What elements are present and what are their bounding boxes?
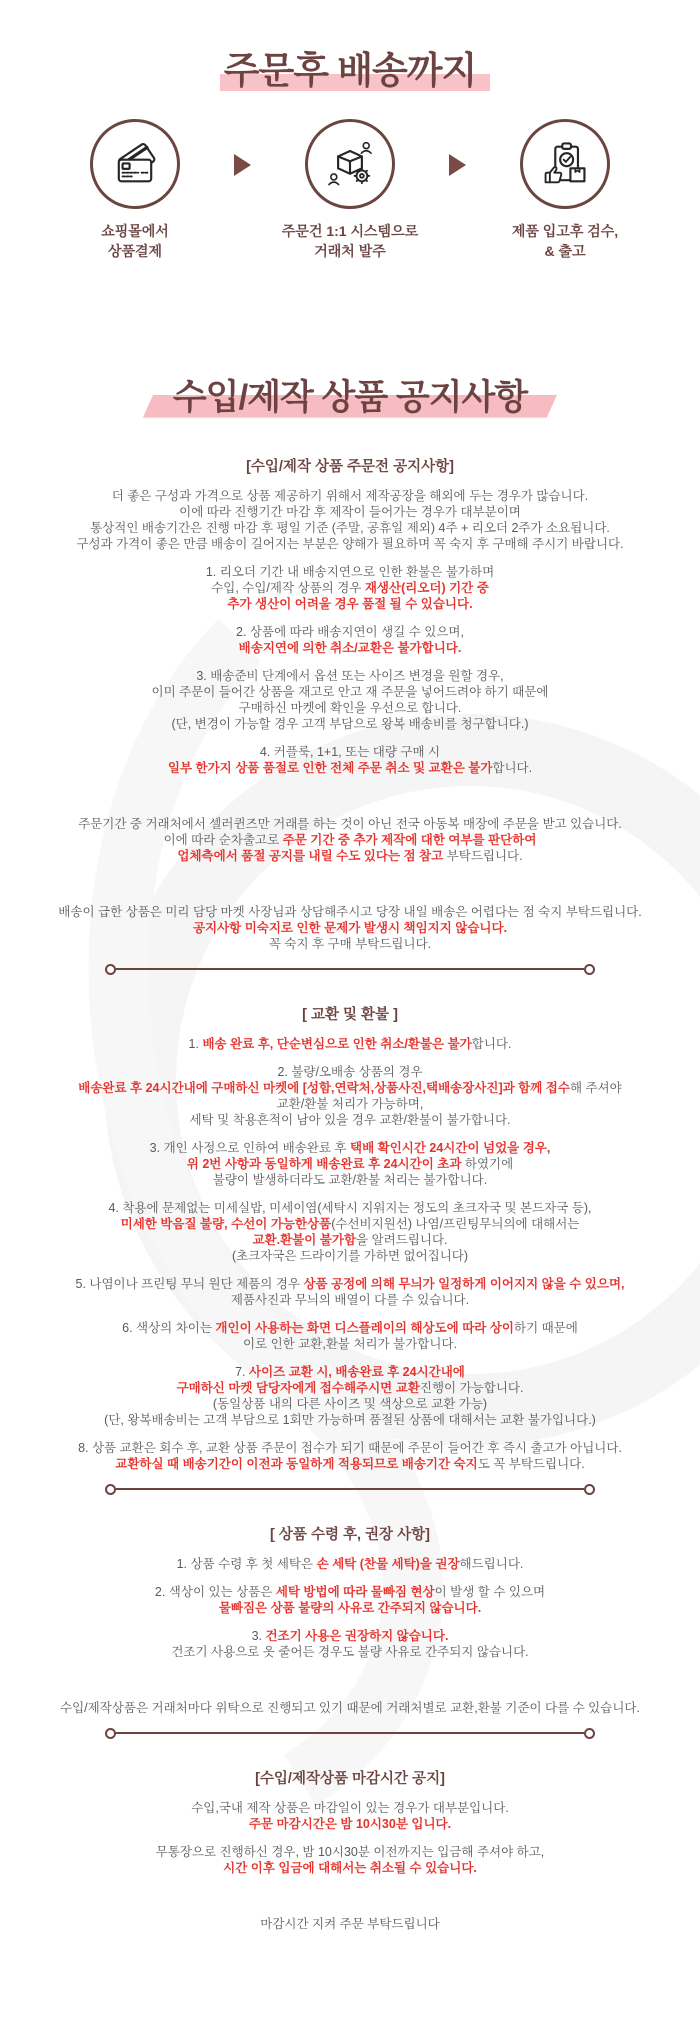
step-label-line: 주문건 1:1 시스템으로 [281,223,419,239]
divider-endpoint-dot [584,1728,595,1739]
section-divider [105,1484,595,1495]
step-label-line: 제품 입고후 검수, [511,223,619,239]
notice-line: 수입, 수입/제작 상품의 경우 재생산(리오더) 기간 중 [211,580,489,595]
notice-paragraph [0,1916,700,1932]
section-header: [수입/제작 상품 주문전 공지사항] [246,458,454,475]
divider-endpoint-dot [105,964,116,975]
notice-line: 꼭 숙지 후 구매 부탁드립니다. [268,936,432,951]
notice-blocks [0,455,700,2002]
step-label-line: & 출고 [544,243,586,260]
divider-rule [116,1488,584,1490]
step-circle [90,119,180,209]
notice-line: 물빠짐은 상품 불량의 사유로 간주되지 않습니다. [218,1600,482,1615]
notice-title [172,377,528,417]
notice-line: 불량이 발생하더라도 교환/환불 처리는 불가합니다. [212,1172,488,1187]
notice-paragraph [0,1700,700,1716]
divider-endpoint-dot [105,1484,116,1495]
notice-line: 2. 색상이 있는 상품은 세탁 방법에 따라 물빠짐 현상이 발생 할 수 있으며 [154,1584,546,1599]
notice-line: 3. 건조기 사용은 권장하지 않습니다. [251,1628,449,1643]
notice-line: 7. 사이즈 교환 시, 배송완료 후 24시간내에 [235,1364,465,1379]
notice-line: 수입,국내 제작 상품은 마감일이 있는 경우가 대부분입니다. [191,1800,509,1815]
notice-line: 배송이 급한 상품은 미리 담당 마켓 사장님과 상담해주시고 당장 내일 배송은 어렵다는 점 숙지 부탁드립니다. [58,904,642,919]
notice-line: 제품사진과 무늬의 배열이 다를 수 있습니다. [230,1292,470,1307]
notice-paragraph [0,1844,700,1876]
notice-line: 교환/환불 처리가 가능하며, [276,1096,424,1111]
step-inspection-shipping [476,119,654,262]
step-label-line: 상품결제 [107,243,163,260]
divider-rule [116,1732,584,1734]
notice-line: (동일상품 내의 다른 사이즈 및 색상으로 교환 가능) [212,1396,488,1411]
notice-paragraph [0,1800,700,1832]
notice-line: 주문기간 중 거래처에서 셀러퀸즈만 거래를 하는 것이 아닌 전국 아동복 매장에 주문을 받고 있습니다. [78,816,622,831]
notice-line: 5. 나염이나 프린팅 무늬 원단 제품의 경우 상품 공정에 의해 무늬가 일정하게 이어지지 않을 수 있으며, [75,1276,625,1291]
arrow-right-icon [234,154,251,176]
section-divider [105,1728,595,1739]
notice-line: 2. 불량/오배송 상품의 경우 [277,1064,423,1079]
notice-paragraph [0,1140,700,1188]
divider-endpoint-dot [584,1484,595,1495]
hero-title [224,52,476,89]
notice-line: 배송완료 후 24시간내에 구매하신 마켓에 [성함,연락처,상품사진,택배송장사진]과 함께 접수해 주셔야 [78,1080,622,1095]
notice-paragraph [0,624,700,656]
step-label-line: 거래처 발주 [314,243,386,260]
spacer [0,1672,700,1688]
notice-line: 구성과 가격이 좋은 만큼 배송이 길어지는 부분은 양해가 필요하며 꼭 숙지 후 구매해 주시기 바랍니다. [76,536,624,551]
order-system-icon [323,137,377,191]
notice-paragraph [0,1628,700,1660]
notice-line: 통상적인 배송기간은 진행 마감 후 평일 기준 (주말, 공휴일 제외) 4주 + 리오더 2주가 소요됩니다. [90,520,610,535]
notice-line: 1. 리오더 기간 내 배송지연으로 인한 환불은 불가하며 [205,564,495,579]
notice-line: 교환하실 때 배송기간이 이전과 동일하게 적용되므로 배송기간 숙지도 꼭 부탁드립니다. [115,1456,585,1471]
notice-line: 구매하신 마켓 담당자에게 접수해주시면 교환진행이 가능합니다. [176,1380,524,1395]
notice-line: 8. 상품 교환은 회수 후, 교환 상품 주문이 접수가 되기 때문에 주문이 들어간 후 즉시 출고가 아닙니다. [78,1440,622,1455]
order-process-steps [0,119,700,262]
notice-paragraph [0,564,700,612]
notice-line: 시간 이후 입금에 대해서는 취소될 수 있습니다. [223,1860,477,1875]
section-header: [수입/제작상품 마감시간 공지] [255,1770,445,1787]
notice-line: 일부 한가지 상품 품절로 인한 전체 주문 취소 및 교환은 불가합니다. [167,760,533,775]
step-label [46,221,224,262]
notice-line: 교환.환불이 불가함을 알려드립니다. [252,1232,448,1247]
notice-line: 더 좋은 구성과 가격으로 상품 제공하기 위해서 제작공장을 해외에 두는 경우가 많습니다. [111,488,589,503]
notice-paragraph [0,1036,700,1052]
credit-card-icon [108,137,162,191]
section-header: [ 상품 수령 후, 권장 사항] [270,1526,430,1543]
notice-paragraph [0,1200,700,1264]
step-circle [305,119,395,209]
divider-rule [116,968,584,970]
notice-paragraph [0,816,700,864]
notice-line: 이미 주문이 들어간 상품을 재고로 안고 재 주문을 넣어드려야 하기 때문에 [151,684,549,699]
notice-line: 추가 생산이 어려울 경우 품절 될 수 있습니다. [227,596,473,611]
notice-paragraph [0,1276,700,1308]
notice-line: 1. 상품 수령 후 첫 세탁은 손 세탁 (찬물 세탁)을 권장해드립니다. [176,1556,524,1571]
notice-line: 미세한 박음질 불량, 수선이 가능한상품(수선비지원선) 나염/프린팅무늬의에 대해서는 [120,1216,580,1231]
section-divider [105,964,595,975]
inspection-shipping-icon [538,137,592,191]
step-payment [46,119,224,262]
notice-line: 위 2번 사항과 동일하게 배송완료 후 24시간이 초과 하였기에 [186,1156,514,1171]
notice-line: 배송지연에 의한 취소/교환은 불가합니다. [238,640,462,655]
notice-line: 업체측에서 품절 공지를 내릴 수도 있다는 점 참고 부탁드립니다. [177,848,523,863]
step-label [476,221,654,262]
notice-line: 무통장으로 진행하신 경우, 밤 10시30분 이전까지는 입금해 주셔야 하고, [155,1844,545,1859]
notice-paragraph [0,488,700,552]
divider-endpoint-dot [584,964,595,975]
notice-title-text: 수입/제작 상품 공지사항 [172,377,528,417]
hero-title-text: 주문후 배송까지 [223,50,477,91]
section-header: [ 교환 및 환불 ] [302,1006,398,1023]
notice-line: 수입/제작상품은 거래처마다 위탁으로 진행되고 있기 때문에 거래처별로 교환,환불 기준이 다를 수 있습니다. [60,1700,640,1715]
notice-line: 이로 인한 교환,환불 처리가 불가합니다. [242,1336,458,1351]
notice-line: 이에 따라 진행기간 마감 후 제작이 들어가는 경우가 대부분이며 [179,504,521,519]
step-label-line: 쇼핑몰에서 [101,223,169,239]
notice-line: (초크자국은 드라이기를 가하면 없어집니다) [231,1248,469,1263]
notice-line: 건조기 사용으로 옷 줄어든 경우도 불량 사유로 간주되지 않습니다. [171,1644,529,1659]
notice-paragraph [0,744,700,776]
notice-paragraph [0,1064,700,1128]
notice-paragraph [0,1364,700,1428]
notice-line: 1. 배송 완료 후, 단순변심으로 인한 취소/환불은 불가합니다. [188,1036,512,1051]
spacer [0,788,700,804]
step-label [261,221,439,262]
notice-paragraph [0,1584,700,1616]
step-order-system [261,119,439,262]
notice-line: 3. 배송준비 단계에서 옵션 또는 사이즈 변경을 원할 경우, [196,668,504,683]
notice-line: 이에 따라 순차출고로 주문 기간 중 추가 제작에 대한 여부를 판단하여 [163,832,537,847]
notice-line: 6. 색상의 차이는 개인이 사용하는 화면 디스플레이의 해상도에 따라 상이하기 때문에 [122,1320,578,1335]
notice-line: (단, 왕복배송비는 고객 부담으로 1회만 가능하며 품절된 상품에 대해서는 교환 불가입니다.) [104,1412,596,1427]
notice-line: 3. 개인 사정으로 인하여 배송완료 후 택배 확인시간 24시간이 넘었을 경우, [149,1140,551,1155]
spacer [0,1888,700,1904]
notice-paragraph [0,668,700,732]
notice-line: 4. 커플룩, 1+1, 또는 대량 구매 시 [259,744,441,759]
divider-endpoint-dot [105,1728,116,1739]
notice-line: 구매하신 마켓에 확인을 우선으로 합니다. [238,700,462,715]
notice-line: 2. 상품에 따라 배송지연이 생길 수 있으며, [236,624,464,639]
arrow-right-icon [449,154,466,176]
notice-line: 세탁 및 착용흔적이 남아 있을 경우 교환/환불이 불가합니다. [189,1112,511,1127]
spacer [0,876,700,892]
step-circle [520,119,610,209]
notice-paragraph [0,904,700,952]
notice-line: 마감시간 지켜 주문 부탁드립니다 [260,1916,440,1931]
notice-paragraph [0,1320,700,1352]
notice-line: (단, 변경이 가능할 경우 고객 부담으로 왕복 배송비를 청구합니다.) [171,716,529,731]
notice-paragraph [0,1556,700,1572]
notice-paragraph [0,1440,700,1472]
notice-line: 주문 마감시간은 밤 10시30분 입니다. [248,1816,452,1831]
notice-line: 4. 착용에 문제없는 미세실밥, 미세이염(세탁시 지워지는 정도의 초크자국 및 본드자국 등), [108,1200,592,1215]
notice-line: 공지사항 미숙지로 인한 문제가 발생시 책임지지 않습니다. [192,920,508,935]
